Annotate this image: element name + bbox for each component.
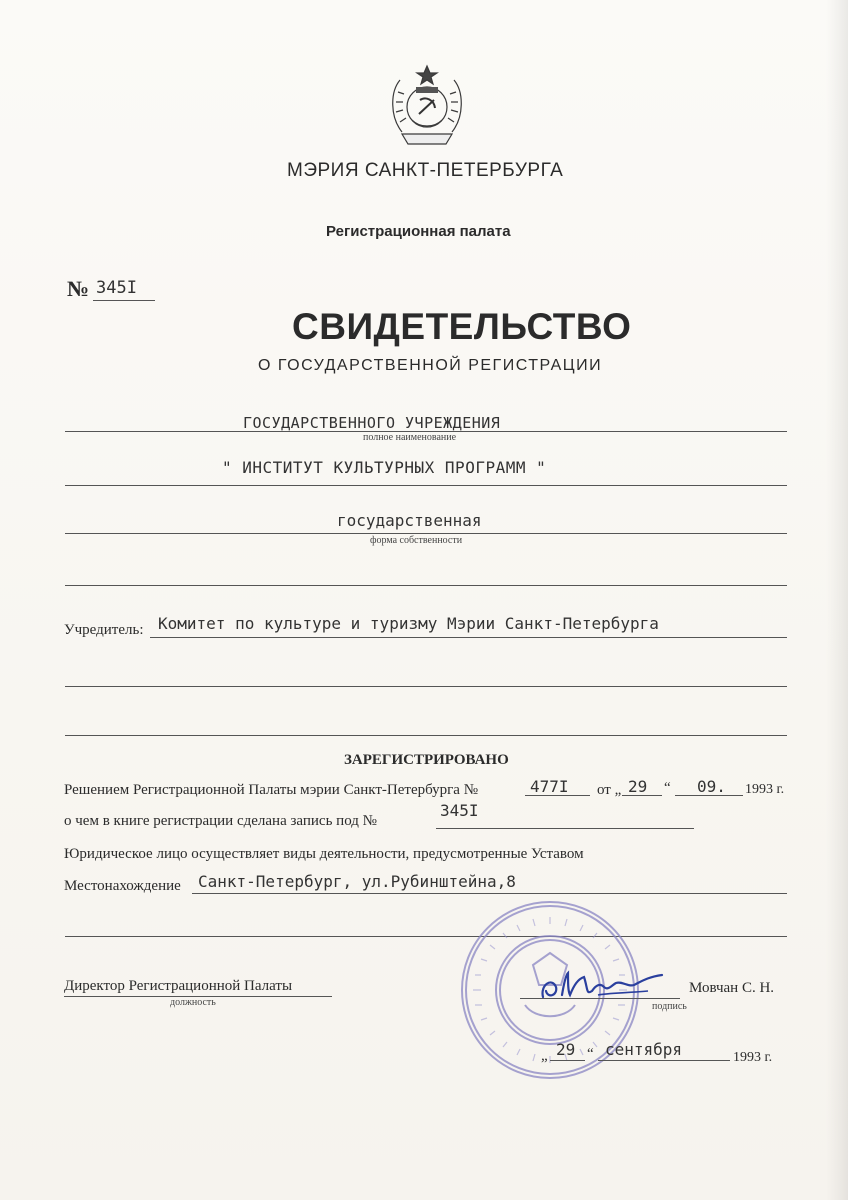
- org-name-value: " ИНСТИТУТ КУЛЬТУРНЫХ ПРОГРАММ ": [222, 458, 547, 477]
- coat-of-arms-emblem: [382, 62, 472, 152]
- signer-name: Мовчан С. Н.: [689, 980, 775, 996]
- footer-day-line: [550, 1060, 585, 1061]
- decision-year: 1993 г.: [745, 782, 785, 797]
- signature-caption: подпись: [652, 1001, 687, 1012]
- footer-close-quote: “: [587, 1046, 594, 1062]
- footer-month-line: [598, 1060, 730, 1061]
- org-name-line: [65, 485, 787, 486]
- full-name-caption: полное наименование: [363, 432, 457, 443]
- decision-number-line: [525, 795, 590, 796]
- book-entry-line: [436, 828, 694, 829]
- footer-year: 1993 г.: [733, 1050, 773, 1065]
- position-caption: должность: [170, 997, 216, 1008]
- blank-line-3: [65, 735, 787, 736]
- book-entry-number: 345I: [440, 801, 479, 820]
- decision-month: 09.: [697, 777, 726, 796]
- founder-value: Комитет по культуре и туризму Мэрии Санкт-Петербурга: [158, 614, 659, 633]
- authority-title: МЭРИЯ САНКТ-ПЕТЕРБУРГА: [287, 160, 564, 181]
- location-label: Местонахождение: [64, 878, 181, 894]
- founder-line: [150, 637, 787, 638]
- registered-heading: ЗАРЕГИСТРИРОВАНО: [344, 752, 509, 768]
- signature-line: [520, 998, 680, 999]
- footer-open-quote: „: [541, 1048, 548, 1064]
- ownership-value: государственная: [337, 511, 482, 530]
- blank-line-2: [65, 686, 787, 687]
- handwritten-signature: [538, 965, 668, 1005]
- decision-text: Решением Регистрационной Палаты мэрии Санкт-Петербурга №: [64, 782, 479, 798]
- footer-month: сентября: [605, 1040, 683, 1059]
- decision-day: 29: [628, 777, 648, 796]
- location-value: Санкт-Петербург, ул.Рубинштейна,8: [198, 872, 516, 891]
- certificate-number: 345I: [96, 278, 137, 298]
- location-line: [192, 893, 787, 894]
- activities-text: Юридическое лицо осуществляет виды деятельности, предусмотренные Уставом: [64, 846, 584, 862]
- ownership-caption: форма собственности: [370, 535, 463, 546]
- number-mark: №: [67, 276, 90, 301]
- founder-label: Учредитель:: [64, 622, 144, 638]
- ownership-line: [65, 533, 787, 534]
- number-underline: [93, 300, 155, 301]
- book-entry-text: о чем в книге регистрации сделана запись под №: [64, 813, 377, 829]
- decision-day-line: [622, 795, 662, 796]
- blank-line-4: [65, 936, 787, 937]
- document-subtitle: О ГОСУДАРСТВЕННОЙ РЕГИСТРАЦИИ: [258, 357, 603, 374]
- chamber-title: Регистрационная палата: [326, 223, 511, 240]
- document-title: СВИДЕТЕЛЬСТВО: [292, 306, 632, 347]
- decision-number: 477I: [530, 777, 569, 796]
- paper-fold-shadow: [826, 0, 848, 1200]
- blank-line-1: [65, 585, 787, 586]
- day-close-quote: “: [664, 780, 671, 796]
- from-label: от „: [597, 782, 622, 798]
- footer-day: 29: [556, 1040, 576, 1059]
- decision-month-line: [675, 795, 743, 796]
- org-type-value: ГОСУДАРСТВЕННОГО УЧРЕЖДЕНИЯ: [243, 414, 501, 432]
- position-text: Директор Регистрационной Палаты: [64, 978, 293, 994]
